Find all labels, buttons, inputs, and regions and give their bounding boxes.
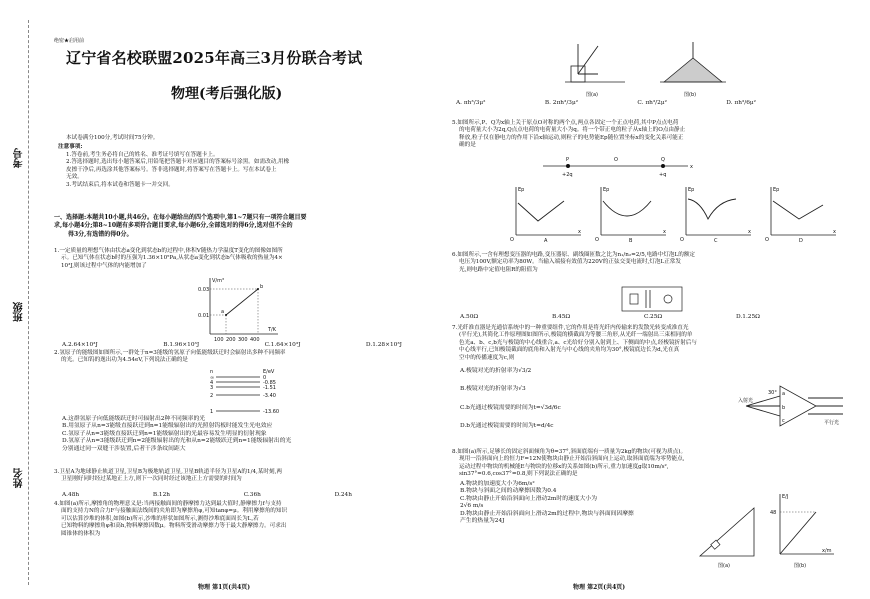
x-tick: 200 — [226, 337, 236, 342]
x-tick: 400 — [250, 337, 260, 342]
option-b: B.梭镜对光的折射率为√3 — [460, 386, 526, 393]
svg-text:∞: ∞ — [210, 375, 215, 381]
incline — [700, 508, 754, 556]
option-a: A.物块的加速度大小为6m/s² — [460, 481, 535, 487]
svg-text:平行光: 平行光 — [824, 420, 840, 426]
svg-text:3: 3 — [210, 385, 214, 391]
option-b: B.12h — [152, 492, 171, 498]
option-a: A.48h — [62, 492, 80, 498]
option-d: D.氢原子从n=3能级跃迁到n=2能级辐射出的光和从n=2能级跃迁到n=1能级辐射出的光 — [62, 438, 292, 445]
ylabel: V/m³ — [212, 278, 224, 284]
svg-text:a: a — [782, 391, 786, 397]
svg-text:4: 4 — [210, 380, 214, 386]
svg-text:入射光: 入射光 — [738, 398, 754, 404]
process-line — [226, 289, 258, 315]
svg-text:A: A — [544, 238, 548, 243]
q3-options — [62, 492, 352, 499]
q5-graph-d — [761, 183, 841, 243]
svg-text:+q: +q — [659, 172, 667, 178]
notice-item: 2.答选择题时,选出每小题答案后,用铅笔把答题卡对应题目的答案标号涂黑。如需改动,用橡 — [66, 159, 290, 166]
svg-text:B: B — [629, 238, 633, 243]
svg-text:-3.40: -3.40 — [263, 393, 276, 399]
svg-text:0: 0 — [263, 375, 267, 381]
option-b: B.用氢原子从n=3能级直接跃迁到n=1能级辐射出的光照射钨板时能发生光电效应 — [62, 423, 273, 430]
svg-text:E/J: E/J — [782, 494, 789, 500]
block — [711, 540, 720, 549]
option-a: A.50Ω — [460, 314, 479, 320]
option-c: C.物块由静止开始沿斜面向上滑动2m时的速度大小为 — [460, 495, 597, 502]
svg-text:C: C — [714, 238, 718, 243]
fig-b-caption: 图(b) — [684, 92, 697, 98]
svg-text:2: 2 — [210, 393, 214, 399]
svg-text:b: b — [782, 405, 786, 411]
exam-title: 辽宁省名校联盟2025年高三3月份联合考试 — [66, 49, 363, 67]
svg-text:30°: 30° — [768, 390, 777, 396]
charge-q — [661, 164, 665, 168]
option-c: C.36h — [243, 492, 261, 498]
notice-item: 3.考试结束后,将本试卷和答题卡一并交回。 — [66, 181, 174, 188]
svg-text:图(b): 图(b) — [794, 563, 807, 569]
svg-text:x: x — [690, 164, 693, 170]
option-d: D.b光通过梭镜需要的时间为t=d/4c — [460, 423, 554, 430]
question-6: 6.如图所示,一含有理想变压器的电路,变压器原、副线圈匝数之比为n₁/n₂=2/5,电路中灯泡L的额定 电压为100V,额定功率为80W。当输入端接有效值为220V的正弦交变电流时,灯泡L正常发 光,则电路中定值电阻R的阻值为 — [452, 252, 696, 273]
section-heading: 一、选择题:本题共10小题,共46分。在每小题给出的四个选项中,第1~7题只有一项符合题目要 求,每小题4分;第8~10题有多项符合题目要求,每小题6分,全部选对的得6分,选对但不全的 得3分,有选错的得0分。 — [54, 214, 307, 238]
q8-options: A.物块的加速度大小为6m/s² B.物块与斜面之间的动摩擦因数为0.4 C.物块由静止开始沿斜面向上滑动2m时的速度大小为 2√6 m/s D.物块由静止开始沿斜面向上滑动2m的过程中,物块与斜面间因摩擦 产生的热量为24J — [460, 481, 634, 525]
q5-graph-b — [591, 183, 671, 243]
question-1: 1.一定质量的理想气体由状态a变化到状态b的过程中,体积V随热力学温度T变化的图像如图所 示。已知气体在状态b时的压强为1.36×10⁵Pa,从状态a变化到状态b气体吸收的热量为4× 10³J,则该过程中气体的内能增加了 — [54, 248, 283, 269]
question-4: 4.如图(a)所示,摩擦角的物理意义是:当两接触面间的静摩擦力达到最大值时,静摩擦力f与支持 面的支持力N的合力F与接触面法线间的夹角即为摩擦角φ,可知tanφ=μ。利用摩擦角的知识 可以估算沙堆的体积,如图(b)所示,沙堆的形状如图所示,测得沙堆底面周长为L,若 已知物料的摩擦角φ和高h,物料摩擦因数μ。物料所受滑动摩擦力等于最大静摩擦力。可求出 圆锥体的体积为 — [54, 501, 288, 537]
cut-line — [28, 20, 29, 585]
q8-energy-graph — [768, 490, 838, 570]
label-a: a — [221, 309, 225, 315]
question-8: 8.如图(a)所示,足够长的固定斜面倾角为θ=37°,斜面底端有一质量为2kg的物块(可视为质点)。 现用一沿斜面向上的恒力F=12N使物块由静止开始沿斜面向上运动,取斜面底端为零势能点, 运动过程中物块的机械能E与物块的位移x的关系如图(b)所示,重力加速度g取10m/s², sin37°=0.6,cos37°=0.8,则下列说法正确的是 — [452, 449, 687, 478]
binding-strip — [0, 0, 40, 599]
q5-charge-axis — [538, 152, 698, 182]
resistor — [630, 294, 638, 304]
y-tick: 0.03 — [198, 287, 210, 293]
q5-graph-c — [676, 183, 756, 243]
svg-text:O: O — [680, 237, 684, 243]
exam-number-label: 考号 — [14, 148, 25, 168]
svg-text:+2q: +2q — [562, 172, 573, 178]
svg-text:O: O — [510, 237, 514, 243]
charge-p — [566, 164, 570, 168]
prism — [780, 386, 816, 426]
q4-options — [456, 100, 756, 107]
state-b-point — [257, 288, 259, 290]
exam-subject: 物理(考后强化版) — [171, 86, 283, 102]
svg-text:-1.51: -1.51 — [263, 385, 276, 391]
option-a: A.2.64×10³J — [62, 342, 98, 348]
option-d: D.1.25Ω — [735, 314, 760, 320]
notice-list — [66, 152, 289, 189]
svg-text:Q: Q — [661, 157, 665, 163]
option-c: C. πh³/2μ² — [637, 100, 667, 106]
svg-text:D: D — [799, 238, 803, 243]
lamp — [664, 295, 672, 303]
option-d: D. πh³/6μ² — [726, 100, 756, 106]
svg-text:-13.60: -13.60 — [263, 409, 280, 415]
svg-text:O: O — [614, 157, 618, 163]
svg-text:1: 1 — [210, 409, 214, 415]
q7-prism-figure — [738, 378, 848, 433]
svg-text:P: P — [566, 157, 570, 163]
option-b: B.1.96×10³J — [163, 342, 200, 348]
footer-right: 物理 第2页(共4页) — [573, 584, 626, 591]
energy-line — [780, 512, 816, 554]
fig-a-caption: 图(a) — [586, 92, 598, 98]
ray-c — [746, 406, 780, 416]
label-b: b — [260, 284, 264, 290]
xlabel: T/K — [268, 327, 277, 333]
question-7: 7.光纤准直器是光通信系统中的一种重要组件,它的作用是将光纤内传输来的发散光转变成准直光 (平行光),其简化工作原理图如图所示,梭镜的横截面为等腰三角形,从光纤一端射出三束相同的单 色光a、b、c,b光与梭镜的中心线重合,a、c光给好分别入射到上、下侧面的中点,经梭镜折射后与 中心线平行,已知梭镜截面的底角和入射光与中心线的夹角均为30°,梭镜底边长为d,光在真 空中的传播速度为c,则 — [452, 325, 697, 361]
svg-text:x: x — [748, 229, 751, 235]
notice-item: 无效。 — [66, 174, 83, 181]
svg-text:-0.85: -0.85 — [263, 380, 276, 386]
option-b: B. 2πh³/3μ² — [544, 100, 579, 106]
svg-text:48: 48 — [770, 510, 777, 516]
svg-text:x: x — [578, 229, 581, 235]
svg-text:Ep: Ep — [603, 187, 610, 193]
y-tick: 0.01 — [198, 313, 210, 319]
question-3: 3.卫星A为地球静止轨道卫星,卫星B为极地轨道卫星,卫星B轨道半径为卫星A的1/4,某时刻,两 卫星刚好同时经过某地正上方,则下一次同时经过该地正上方需要的时间为 — [54, 469, 282, 483]
svg-text:O: O — [765, 237, 769, 243]
q5-graphs — [506, 183, 846, 243]
q6-transformer-circuit — [618, 284, 688, 314]
svg-text:Ep: Ep — [688, 187, 695, 193]
option-d: D.1.28×10³J — [365, 342, 402, 348]
svg-text:E/eV: E/eV — [263, 369, 275, 375]
time-line: 本试卷满分100分,考试时间75分钟。 — [66, 135, 159, 141]
svg-text:Ep: Ep — [518, 187, 525, 193]
q2-options: A.这群氢原子向低能级跃迁时可辐射出2种不同频率的光 B.用氢原子从n=3能级直接跃迁到n=1能级辐射出的光照射钨板时能发生光电效应 C.氢原子从n=3能级直接跃迁到n=1能级辐射出的光最容易发生明显的衍射现象 D.氢原子从n=3能级跃迁到n=2能级辐射出的光和从n=2能级跃迁到n=1能级辐射出的光 分别通过同一双缝干涉装置,后者干涉条纹间距大 — [62, 416, 292, 452]
option-b: B.物块与斜面之间的动摩擦因数为0.4 — [460, 488, 557, 495]
q4-figure-a — [563, 38, 628, 98]
option-b: B.45Ω — [551, 314, 571, 320]
svg-text:图(a): 图(a) — [718, 563, 730, 569]
svg-text:n: n — [210, 369, 214, 375]
option-a: A. πh³/3μ² — [456, 100, 486, 106]
footer-left: 物理 第1页(共4页) — [198, 584, 251, 591]
option-a: A.梭镜对光的折射率为√3/2 — [460, 368, 532, 374]
secret-mark: 绝密★启用前 — [54, 38, 85, 44]
class-label: 班级 — [14, 302, 25, 322]
q6-options — [460, 314, 760, 321]
q2-energy-levels — [208, 367, 288, 417]
state-a-point — [225, 314, 227, 316]
option-c: C.25Ω — [643, 314, 663, 320]
option-c: C.1.64×10³J — [264, 342, 301, 348]
svg-text:Ep: Ep — [773, 187, 780, 193]
q7-options — [460, 368, 561, 431]
svg-text:O: O — [595, 237, 599, 243]
notice-item: 1.答卷前,考生务必将自己的姓名、准考证号填写在答题卡上。 — [66, 152, 219, 158]
question-5: 5.如图所示,P、Q为x轴上关于原点O对称的两个点,两点各固定一个正点电荷,其中P点点电荷 的电荷量大小为2q,Q点点电荷的电荷量大小为q。将一个带正电的粒子从x轴上的O点由静止 释放,粒子仅在静电力的作用下沿x轴运动,则粒子的电势能Ep随位置坐标x的变化关系可能正 确的是 — [452, 120, 686, 149]
q8-incline-figure — [698, 490, 758, 570]
q1-options — [62, 342, 402, 349]
force-F — [578, 46, 598, 74]
notice-item: 皮擦干净后,再选涂其他答案标号。答非选择题时,将答案写在答题卡上。写在本试卷上 — [66, 166, 277, 173]
q5-graph-a — [506, 183, 586, 243]
name-label: 姓名 — [14, 468, 25, 488]
q1-vt-graph — [198, 274, 283, 342]
option-c: C.b光通过梭镜需要的时间为t=√3d/6c — [460, 404, 561, 411]
svg-text:x: x — [833, 229, 836, 235]
svg-text:x/m: x/m — [822, 548, 832, 554]
svg-text:c: c — [782, 418, 785, 424]
x-tick: 300 — [238, 337, 248, 342]
sand-pile — [664, 58, 722, 82]
option-c: C.氢原子从n=3能级直接跃迁到n=1能级辐射出的光最容易发生明显的衍射现象 — [62, 430, 267, 437]
svg-text:x: x — [663, 229, 666, 235]
option-d: D.24h — [334, 492, 352, 498]
x-tick: 100 — [214, 337, 224, 342]
option-d: D.物块由静止开始沿斜面向上滑动2m的过程中,物块与斜面间因摩擦 — [460, 510, 634, 517]
q4-figure-b — [658, 38, 728, 98]
question-2: 2.氢原子的能级图如图所示,一群处于n=3能级的氢原子向低能级跃迁时会辐射出多种不同频率 的光。已知钨的逸出功为4.54eV,下列说法正确的是 — [54, 350, 286, 364]
notice-title: 注意事项: — [58, 144, 83, 150]
option-a: A.这群氢原子向低能级跃迁时可辐射出2种不同频率的光 — [62, 416, 206, 422]
